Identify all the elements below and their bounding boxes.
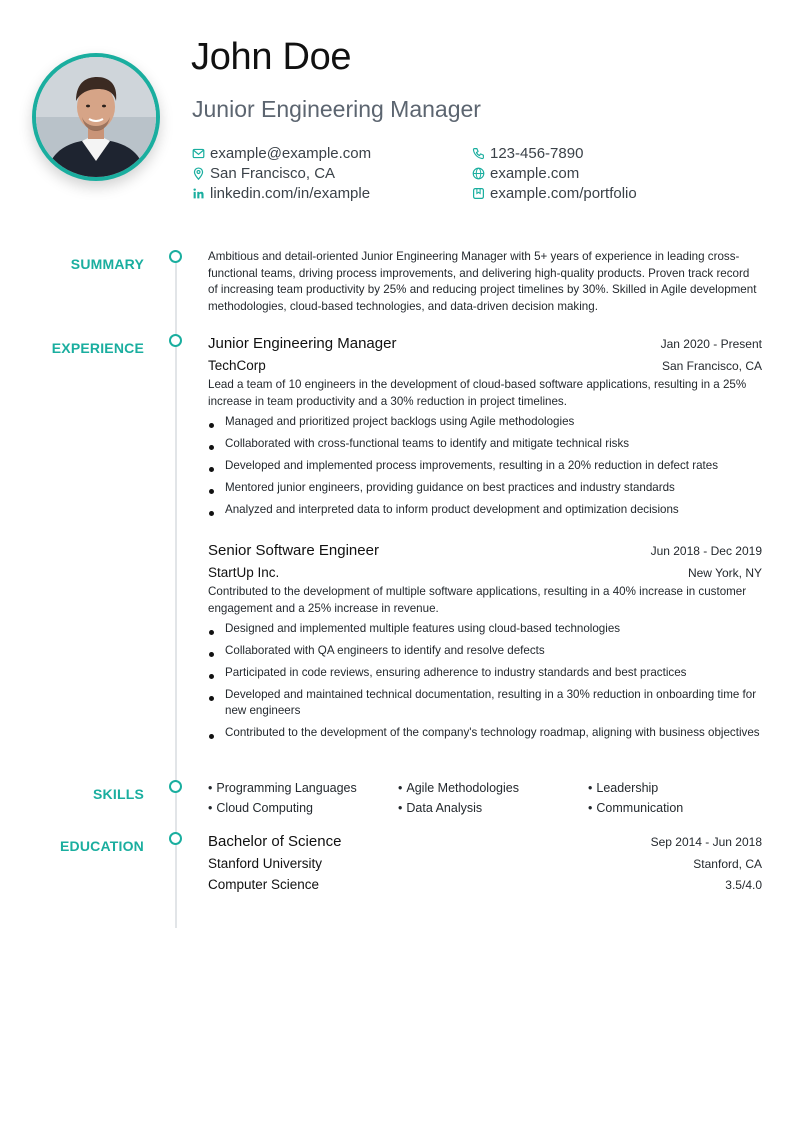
website-text: example.com [490, 164, 580, 182]
contact-linkedin[interactable] [192, 183, 472, 203]
portfolio-text: example.com/portfolio [490, 184, 637, 202]
contact-website[interactable] [472, 163, 752, 183]
experience-timeline-dot [169, 334, 182, 347]
job-bullet: Designed and implemented multiple features using cloud-based technologies [208, 621, 762, 637]
school-location: Stanford, CA [693, 857, 762, 871]
candidate-name: John Doe [191, 36, 352, 78]
job-bullet: Analyzed and interpreted data to inform product development and optimization decisions [208, 502, 762, 518]
contact-phone[interactable] [472, 143, 752, 163]
job-bullet: Collaborated with QA engineers to identify and resolve defects [208, 643, 762, 659]
job-company: StartUp Inc. [208, 565, 280, 580]
phone-icon [472, 147, 485, 160]
contact-location [192, 163, 472, 183]
profile-photo-image [36, 57, 156, 177]
globe-icon [472, 167, 485, 180]
education-timeline-dot [169, 832, 182, 845]
experience-job [208, 542, 762, 747]
job-bullets [208, 621, 762, 741]
education-entry [208, 833, 762, 892]
skill-item: • Programming Languages [208, 780, 398, 796]
timeline-line [175, 257, 177, 928]
experience-heading: EXPERIENCE [51, 340, 144, 356]
skill-item: • Communication [588, 800, 762, 816]
job-company: TechCorp [208, 358, 266, 373]
education-dates: Sep 2014 - Jun 2018 [650, 835, 762, 849]
summary-timeline-dot [169, 250, 182, 263]
job-bullet: Participated in code reviews, ensuring adherence to industry standards and best practices [208, 665, 762, 681]
job-bullet: Managed and prioritized project backlogs using Agile methodologies [208, 414, 762, 430]
candidate-title: Junior Engineering Manager [192, 96, 481, 122]
summary-heading: SUMMARY [70, 256, 144, 272]
job-bullet: Collaborated with cross-functional teams to identify and mitigate technical risks [208, 436, 762, 452]
skill-item: • Cloud Computing [208, 800, 398, 816]
job-title: Junior Engineering Manager [208, 335, 397, 352]
job-dates: Jun 2018 - Dec 2019 [650, 544, 762, 558]
job-description: Lead a team of 10 engineers in the development of cloud-based software applications, resulting in a 25% increase in team productivity and a 30% reduction in project timelines. [208, 378, 747, 408]
job-bullet: Mentored junior engineers, providing guidance on best practices and industry standards [208, 480, 762, 496]
location-text: San Francisco, CA [210, 164, 336, 182]
education-heading: EDUCATION [60, 838, 144, 854]
job-dates: Jan 2020 - Present [660, 337, 762, 351]
contact-portfolio[interactable] [472, 183, 752, 203]
contact-info [192, 143, 752, 203]
linkedin-text: linkedin.com/in/example [210, 184, 371, 202]
skill-item: • Leadership [588, 780, 762, 796]
job-bullets [208, 414, 762, 518]
skills-timeline-dot [169, 780, 182, 793]
job-location: San Francisco, CA [661, 359, 762, 373]
job-bullet: Contributed to the development of the company's technology roadmap, aligning with business objectives [208, 725, 762, 741]
gpa: 3.5/4.0 [725, 878, 762, 892]
phone-text: 123-456-7890 [490, 144, 584, 162]
skill-item: • Data Analysis [398, 800, 588, 816]
job-location: New York, NY [687, 566, 762, 580]
map-pin-icon [192, 167, 205, 180]
job-description: Contributed to the development of multiple software applications, resulting in a 40% increase in customer engagement and a 25% increase in revenue. [208, 585, 747, 615]
experience-job [208, 335, 762, 524]
field-of-study: Computer Science [208, 877, 320, 892]
linkedin-icon [192, 187, 205, 200]
job-bullet: Developed and maintained technical documentation, resulting in a 30% reduction in onboarding time for new engineers [208, 687, 762, 719]
email-text: example@example.com [210, 144, 372, 162]
profile-photo [32, 53, 160, 181]
job-title: Senior Software Engineer [208, 542, 379, 559]
mail-icon [192, 147, 205, 160]
skills-list [208, 780, 762, 816]
school: Stanford University [208, 856, 323, 871]
summary-text: Ambitious and detail-oriented Junior Engineering Manager with 5+ years of experience in leading cross-functional teams, driving process improvements, and delivering high-quality products. Proven track record of increasing team productivity by 25% and reducing project timelines by 30%. Skilled in Agile development methodologies, cloud-based technologies, and data-driven decision making. [208, 250, 757, 313]
degree: Bachelor of Science [208, 833, 342, 850]
portfolio-icon [472, 187, 485, 200]
job-bullet: Developed and implemented process improvements, resulting in a 20% reduction in defect rates [208, 458, 762, 474]
skill-item: • Agile Methodologies [398, 780, 588, 796]
contact-email[interactable] [192, 143, 472, 163]
skills-heading: SKILLS [93, 786, 144, 802]
